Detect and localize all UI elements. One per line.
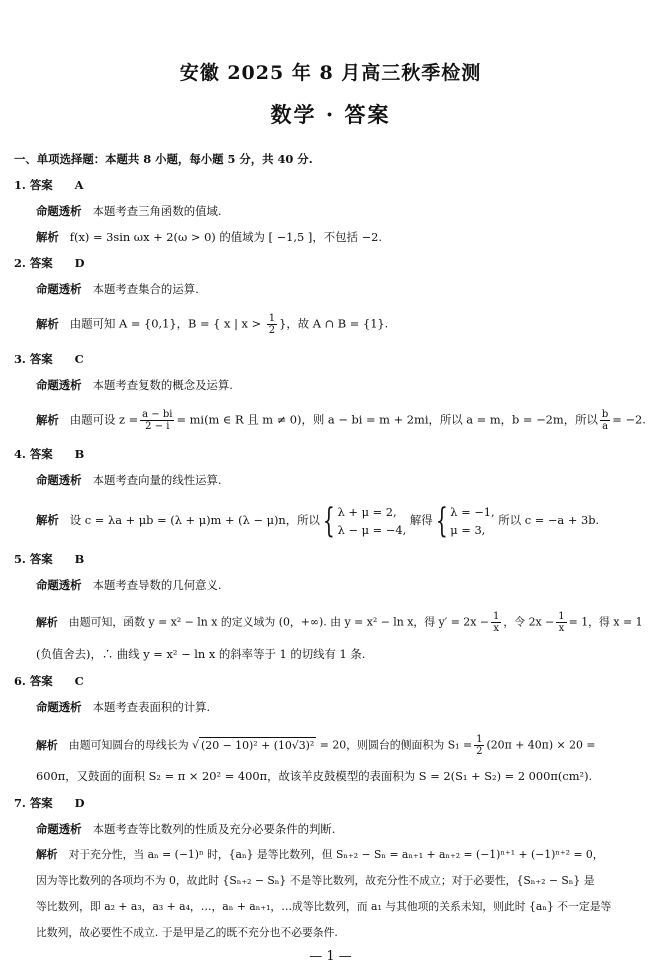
q3-answer: 3. 答案 C [14,352,84,366]
q7-answer: 7. 答案 D [14,796,85,810]
q3-intent: 命题透析 本题考查复数的概念及运算. [36,378,233,392]
q6-answer: 6. 答案 C [14,674,84,688]
q5-intent: 命题透析 本题考查导数的几何意义. [36,578,222,592]
q3-analysis: 解析 由题可设 z = $\frac{a - bi}{2 - i}$ = mi(m ∈ R 且 m ≠ 0)，则 a − bi = m + 2mi，所以 a = m，b = −2m，所以 $\frac{b}{a}$ = −2. [36,409,646,432]
page-number: — 1 — [309,949,352,964]
q7-analysis-line4: 比数列，故必要性不成立. 于是甲是乙的既不充分也不必要条件. [36,926,338,939]
q1-intent: 命题透析 本题考查三角函数的值域. [36,204,222,218]
q7-analysis-line2: 因为等比数列的各项均不为 0，故此时 {Sₙ₊₂ − Sₙ} 不是等比数列，故充分性不成立；对于必要性，{Sₙ₊₂ − Sₙ} 是 [36,874,595,887]
section-heading: 一、单项选择题：本题共 8 小题，每小题 5 分，共 40 分. [14,152,313,166]
q6-analysis-line2: 600π，又鼓面的面积 S₂ = π × 20² = 400π，故该羊皮鼓模型的表面积为 S = 2(S₁ + S₂) = 2 000π(cm²). [36,769,593,783]
q5-answer: 5. 答案 B [14,552,85,566]
q4-intent: 命题透析 本题考查向量的线性运算. [36,473,222,487]
q2-answer: 2. 答案 D [14,256,85,270]
q4-analysis: 解析 设 c = λa + μb = (λ + μ)m + (λ − μ)n，所以{ λ + μ = 2, λ − μ = −4, 解得{ λ = −1, μ = 3, 所以 c = −a + 3b. [36,501,600,541]
q2-analysis: 解析 由题可知 A = {0,1}，B = { x | x > $\frac{1}{2}$ }，故 A ∩ B = {1}. [36,313,389,336]
q5-analysis-line2: (负值舍去)，∴ 曲线 y = x² − ln x 的斜率等于 1 的切线有 1 条. [36,647,366,661]
q7-intent: 命题透析 本题考查等比数列的性质及充分必要条件的判断. [36,822,336,836]
q2-intent: 命题透析 本题考查集合的运算. [36,282,199,296]
page-subtitle: 数学 · 答案 [270,102,391,127]
q1-answer: 1. 答案 A [14,178,84,192]
q6-intent: 命题透析 本题考查表面积的计算. [36,700,211,714]
q4-answer: 4. 答案 B [14,447,85,461]
q5-analysis-line1: 解析 由题可知，函数 y = x² − ln x 的定义域为 (0，+∞). 由 y = x² − ln x，得 y′ = 2x − $\frac{1}{x}$ ，令 2x − $\frac{1}{x}$ = 1，得 x = 1 [36,611,643,634]
page-title: 安徽 2025 年 8 月高三秋季检测 [179,62,482,84]
q1-analysis: 解析 f(x) = 3sin ωx + 2(ω > 0) 的值域为 [ −1,5 ]，不包括 −2. [36,230,382,244]
q7-analysis-line3: 等比数列，即 a₂ + a₃，a₃ + a₄，…，aₙ + aₙ₊₁，…成等比数列，而 a₁ 与其他项的关系未知，则此时 {aₙ} 不一定是等 [36,900,612,913]
q7-analysis-line1: 解析 对于充分性，当 aₙ = (−1)ⁿ 时，{aₙ} 是等比数列，但 Sₙ₊₂ − Sₙ = aₙ₊₁ + aₙ₊₂ = (−1)ⁿ⁺¹ + (−1)ⁿ⁺² = 0， [36,848,604,861]
q6-analysis-line1: 解析 由题可知圆台的母线长为 √ (20 − 10)² + (10√3)² = 20，则圆台的侧面积为 S₁ = $\frac{1}{2}$ (20π + 40π) × 20 = [36,734,596,757]
